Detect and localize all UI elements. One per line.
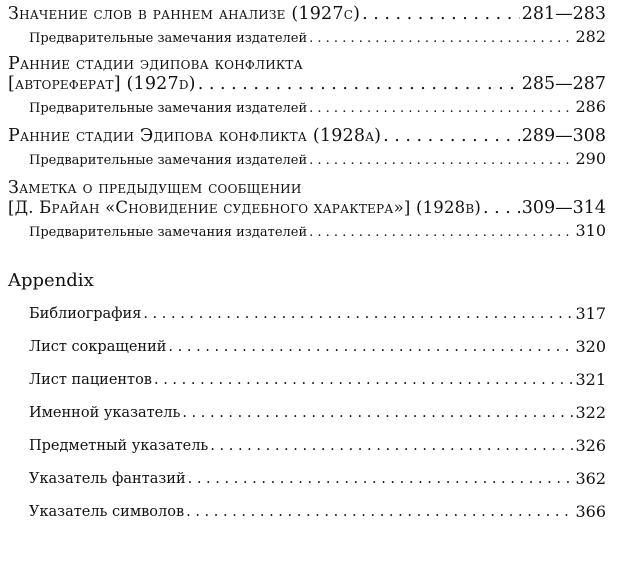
- appendix-list: [8, 297, 606, 528]
- leader-dots: [309, 225, 573, 240]
- toc-entry: [8, 4, 606, 46]
- appendix-item: [8, 363, 606, 396]
- leader-dots: [309, 101, 573, 116]
- appendix-item: [8, 462, 606, 495]
- leader-dots: [182, 405, 573, 421]
- toc-entry-title-row: [8, 126, 606, 146]
- leader-dots: [362, 4, 520, 24]
- appendix-item: [8, 495, 606, 528]
- toc-entry-title-row: [8, 178, 606, 198]
- toc-subentry: [8, 149, 606, 168]
- toc-entry-title: Заметка о предыдущем сообщении: [8, 178, 302, 198]
- toc-subentry-page: 290: [575, 149, 606, 168]
- toc-entry-title: Ранние стадии Эдипова конфликта (1928a): [8, 126, 382, 146]
- toc-subentry-page: 282: [575, 27, 606, 46]
- toc-entry-title-row: [8, 74, 606, 94]
- toc-subentry: [8, 221, 606, 240]
- toc-entry-title-cont: [Д. Брайан «Сновидение судебного характера»] (1928b): [8, 198, 482, 217]
- toc-subentry: [8, 97, 606, 116]
- appendix-item-page: 366: [575, 502, 606, 521]
- toc-entry-pages: 309—314: [521, 198, 606, 218]
- toc-subentry-label: Предварительные замечания издателей: [29, 101, 308, 116]
- appendix-item-label: Предметный указатель: [29, 437, 209, 454]
- toc-subentry-page: 310: [575, 221, 606, 240]
- appendix-item-label: Лист сокращений: [29, 338, 167, 355]
- toc-entry-pages: 285—287: [521, 74, 606, 94]
- toc-subentry-label: Предварительные замечания издателей: [29, 225, 308, 240]
- leader-dots: [483, 198, 520, 218]
- appendix-heading: Appendix: [8, 270, 94, 291]
- leader-dots: [168, 339, 573, 355]
- leader-dots: [186, 504, 573, 520]
- toc-entry-title-row: [8, 54, 606, 74]
- leader-dots: [309, 31, 573, 46]
- appendix-item-page: 320: [575, 337, 606, 356]
- toc-entry-title-row: [8, 4, 606, 24]
- toc-subentry-label: Предварительные замечания издателей: [29, 153, 308, 168]
- toc-entry-pages: 281—283: [521, 4, 606, 24]
- leader-dots: [143, 306, 573, 322]
- toc-subentry-page: 286: [575, 97, 606, 116]
- toc-subentry: [8, 27, 606, 46]
- toc-entry: [8, 178, 606, 240]
- appendix-item-page: 322: [575, 403, 606, 422]
- appendix-item-page: 326: [575, 436, 606, 455]
- toc-entry-title-row: [8, 198, 606, 218]
- leader-dots: [154, 372, 573, 388]
- leader-dots: [198, 74, 520, 94]
- appendix-item-label: Библиография: [29, 305, 142, 322]
- leader-dots: [210, 438, 573, 454]
- toc-entry-title-cont: [автореферат] (1927d): [8, 74, 196, 94]
- appendix-item: [8, 297, 606, 330]
- appendix-item-page: 321: [575, 370, 606, 389]
- appendix-item-page: 362: [575, 469, 606, 488]
- appendix-item-label: Лист пациентов: [29, 371, 152, 388]
- appendix-item-label: Указатель фантазий: [29, 470, 186, 487]
- toc-entry-title: Значение слов в раннем анализе (1927c): [8, 4, 361, 24]
- toc-entry: [8, 126, 606, 168]
- appendix-item: [8, 396, 606, 429]
- toc-entry-pages: 289—308: [521, 126, 606, 146]
- appendix-item: [8, 330, 606, 363]
- leader-dots: [309, 153, 573, 168]
- appendix-item-label: Указатель символов: [29, 503, 185, 520]
- appendix-item-page: 317: [575, 304, 606, 323]
- toc-entry-title: Ранние стадии эдипова конфликта: [8, 54, 303, 74]
- leader-dots: [383, 126, 520, 146]
- toc-subentry-label: Предварительные замечания издателей: [29, 31, 308, 46]
- leader-dots: [188, 471, 574, 487]
- appendix-item: [8, 429, 606, 462]
- appendix-item-label: Именной указатель: [29, 404, 181, 421]
- toc-entry: [8, 54, 606, 116]
